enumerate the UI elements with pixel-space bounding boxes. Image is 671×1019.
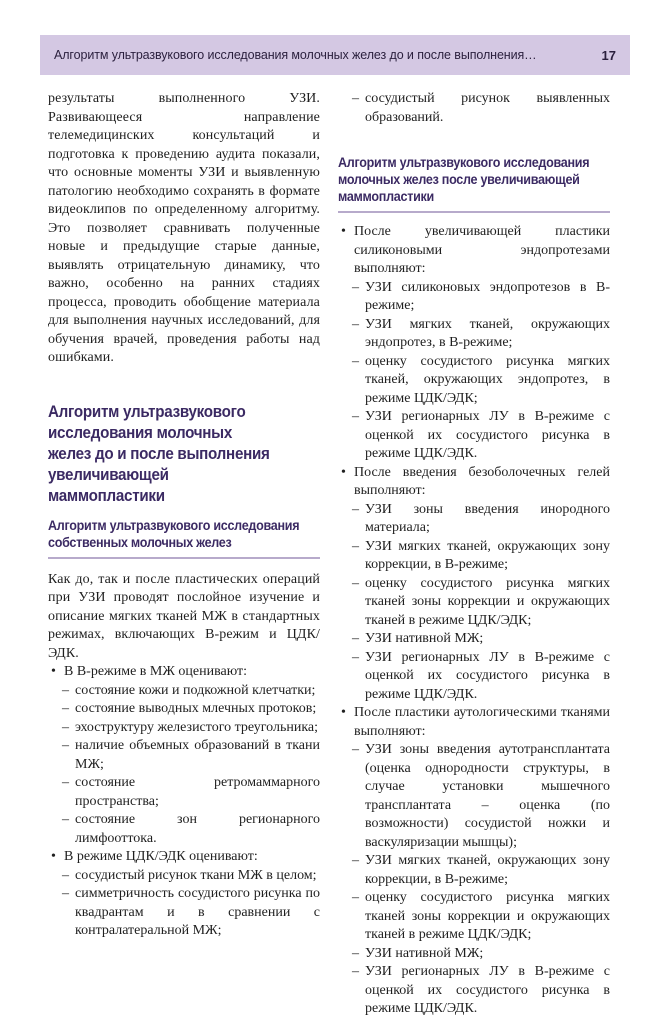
list-item: – УЗИ нативной МЖ; xyxy=(338,945,610,964)
list-item: – УЗИ регионарных ЛУ в В-режиме с оценкой их сосудистого рисунка в режиме ЦДК/ЭДК. xyxy=(338,408,610,464)
intro-paragraph: результаты выполненного УЗИ. Развивающееся направление телемедицинских консультаций и подготовка к проведению аудита показали, что основные моменты УЗИ и выявленную патологию необходимо сохранять в формате видеоклипов по определенному алгоритму. Это позволяет сравнивать полученные новые и предыдущие старые данные, выявлять отрицательную динамику, что важно, особенно на ранних стадиях процесса, проводить обобщение материала для выполнения научных исследований, для обучения врачей, проведения работы над ошибками. xyxy=(48,91,320,365)
list-item: – УЗИ мягких тканей, окружающих эндопротез, в В-режиме; xyxy=(338,316,610,353)
post-op-list xyxy=(338,223,610,1019)
list-item: – УЗИ регионарных ЛУ в В-режиме с оценкой их сосудистого рисунка в режиме ЦДК/ЭДК. xyxy=(338,963,610,1019)
list-item: – УЗИ регионарных ЛУ в В-режиме с оценкой их сосудистого рисунка в режиме ЦДК/ЭДК. xyxy=(338,649,610,705)
running-header-title: Алгоритм ультразвукового исследования молочных желез до и после выполнения… xyxy=(54,48,537,62)
list-item: – УЗИ нативной МЖ; xyxy=(338,630,610,649)
list-item: – состояние ретромаммарного пространства; xyxy=(48,774,320,811)
list-item: – УЗИ силиконовых эндопротезов в В-режиме; xyxy=(338,279,610,316)
list-item: • В В-режиме в МЖ оценивают: xyxy=(48,663,320,682)
heading-divider xyxy=(338,211,610,213)
list-item: – оценку сосудистого рисунка мягких тканей, окружающих эндопротез, в режиме ЦДК/ЭДК; xyxy=(338,353,610,409)
list-item: – сосудистый рисунок ткани МЖ в целом; xyxy=(48,867,320,886)
list-item: – УЗИ зоны введения инородного материала; xyxy=(338,501,610,538)
list-item: – состояние кожи и подкожной клетчатки; xyxy=(48,682,320,701)
b-mode-list xyxy=(48,663,320,941)
page-number: 17 xyxy=(601,47,616,63)
list-item: – УЗИ мягких тканей, окружающих зону коррекции, в В-режиме; xyxy=(338,538,610,575)
list-item: • В режиме ЦДК/ЭДК оценивают: xyxy=(48,848,320,867)
method-paragraph: Как до, так и после пластических операций при УЗИ проводят послойное изучение и описание мягких тканей МЖ в стандартных режимах, включающих В-режим и ЦДК/ЭДК. xyxy=(48,571,320,661)
section-heading: Алгоритм ультразвукового исследования молочных желез до и после выполнения увеличивающей маммопластики xyxy=(48,402,270,505)
list-item: – оценку сосудистого рисунка мягких тканей зоны коррекции и окружающих тканей в режиме ЦДК/ЭДК; xyxy=(338,889,610,945)
list-item: – сосудистый рисунок выявленных образований. xyxy=(338,90,610,127)
list-item: – оценку сосудистого рисунка мягких тканей зоны коррекции и окружающих тканей в режиме ЦДК/ЭДК; xyxy=(338,575,610,631)
subsection-heading: Алгоритм ультразвукового исследования молочных желез после увеличивающей маммопластики xyxy=(338,155,590,204)
running-header xyxy=(40,35,630,75)
right-column xyxy=(338,90,610,1019)
list-item: – симметричность сосудистого рисунка по квадрантам и в сравнении с контралатеральной МЖ; xyxy=(48,885,320,941)
list-item: – состояние зон регионарного лимфооттока. xyxy=(48,811,320,848)
list-item: • После увеличивающей пластики силиконовыми эндопротезами выполняют: xyxy=(338,223,610,279)
list-item: • После пластики аутологическими тканями выполняют: xyxy=(338,704,610,741)
list-item: – наличие объемных образований в ткани МЖ; xyxy=(48,737,320,774)
list-item: • После введения безоболочечных гелей выполняют: xyxy=(338,464,610,501)
list-item: – УЗИ мягких тканей, окружающих зону коррекции, в В-режиме; xyxy=(338,852,610,889)
list-item: – состояние выводных млечных протоков; xyxy=(48,700,320,719)
subsection-heading: Алгоритм ультразвукового исследования собственных молочных желез xyxy=(48,517,300,550)
continued-list xyxy=(338,90,610,127)
list-item: – эхоструктуру железистого треугольника; xyxy=(48,719,320,738)
left-column xyxy=(48,90,320,941)
list-item: – УЗИ зоны введения аутотрансплантата (оценка однородности структуры, в случае установки мышечного трансплантата – оценка (по возможности) сосудистой ножки и васкуляризации мышцы); xyxy=(338,741,610,852)
heading-divider xyxy=(48,557,320,559)
